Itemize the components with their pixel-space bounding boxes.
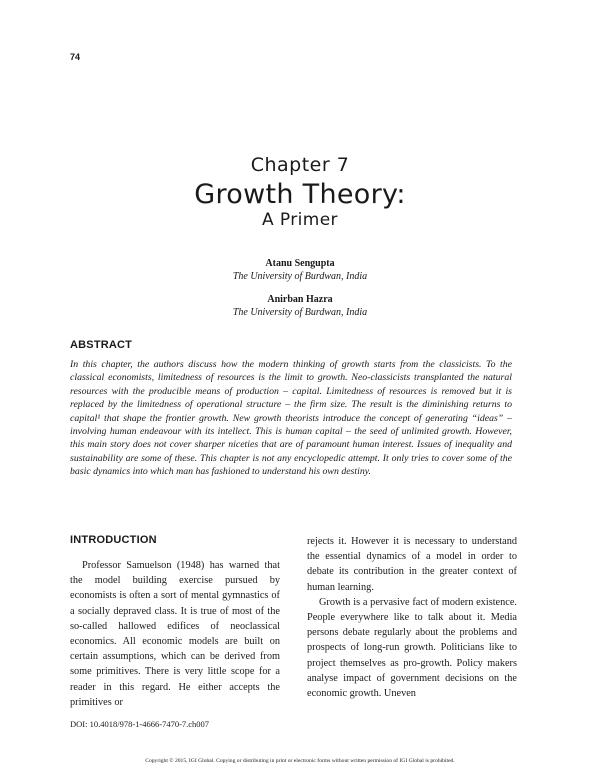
- author-affiliation: The University of Burdwan, India: [232, 271, 368, 282]
- body-paragraph: rejects it. However it is necessary to understand the essential dynamics of a model in order to debate its contribution in the greater context of human learning.: [307, 536, 517, 593]
- page-number: 74: [70, 52, 81, 62]
- body-column-right: [307, 534, 517, 701]
- body-paragraph: Growth is a pervasive fact of modern existence. People everywhere like to talk about it. Media persons debate regularly about the problems and prospects of long-run growth. Politicians like to project themselves as pro-growth. Policy makers analyse impact of government decisions on the economic growth. Uneven: [307, 596, 517, 700]
- author-block: [0, 257, 600, 283]
- abstract-text: In this chapter, the authors discuss how the modern thinking of growth starts from the classicists. To the classical economists, limitedness of resources is the limit to growth. Neo-classicists transplanted the natural resources with the producible means of production – capital. Limitedness of resources is removed but it is replaced by the limitedness of operational structure – the firm size. The result is the diminishing returns to capital¹ that shape the frontier growth. New growth theorists introduce the concept of generating “ideas” – involving human endeavour with its intellect. This is human capital – the seed of unlimited growth. However, this main story does not cover sharper niceties that are of paramount human interest. Issues of inequality and sustainability are some of these. This chapter is not any encyclopedic attempt. It only tries to cover some of the basic dynamics into which man has fashioned to understand his own destiny.: [70, 359, 512, 478]
- abstract-heading: ABSTRACT: [70, 339, 133, 351]
- doi-line: DOI: 10.4018/978-1-4666-7470-7.ch007: [70, 719, 210, 729]
- body-column-left: [70, 558, 280, 710]
- author-block: [0, 293, 600, 319]
- body-paragraph: Professor Samuelson (1948) has warned that the model building exercise pursued by economists is often a sort of mental gymnastics of a socially depraved class. It is true of most of the so-called hallowed edifices of neoclassical economics. All economic models are built on certain assumptions, which can be derived from some primitives. There is very little scope for a reader in this regard. He either accepts the primitives or: [70, 560, 280, 708]
- chapter-title: Growth Theory:: [194, 179, 406, 210]
- author-name: Anirban Hazra: [267, 294, 333, 305]
- author-name: Atanu Sengupta: [265, 258, 335, 269]
- chapter-subtitle: A Primer: [262, 210, 338, 230]
- copyright-footer: Copyright © 2015, IGI Global. Copying or distributing in print or electronic forms without written permission of IGI Global is prohibited.: [145, 758, 455, 764]
- author-affiliation: The University of Burdwan, India: [232, 307, 368, 318]
- introduction-heading: INTRODUCTION: [70, 534, 157, 546]
- chapter-label: Chapter 7: [250, 154, 350, 176]
